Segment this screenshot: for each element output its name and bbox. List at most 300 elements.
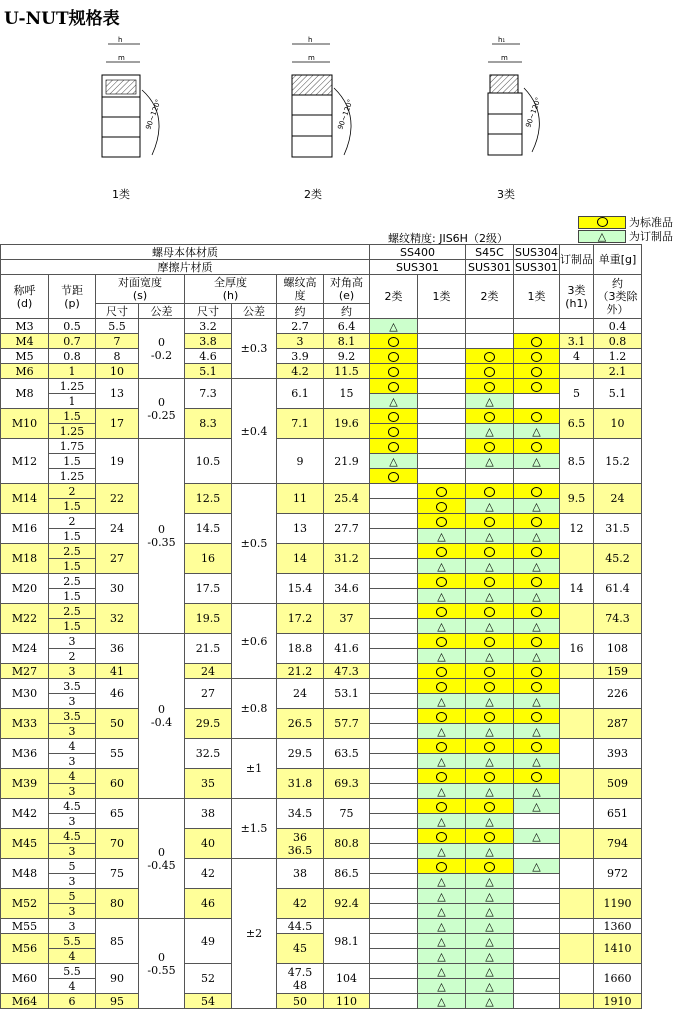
thread-precision: 螺纹精度: JIS6H（2级） <box>388 232 508 245</box>
circle-icon <box>531 607 542 617</box>
circle-icon <box>436 637 447 647</box>
cell-thickness-tolerance: ±1.5 <box>232 799 277 859</box>
cell-designation: M56 <box>1 934 49 964</box>
cell-availability <box>514 829 560 844</box>
cell-availability <box>370 394 418 409</box>
cell-type3-h1: 6.5 <box>560 409 594 439</box>
svg-text:h₁: h₁ <box>498 36 506 44</box>
cell-corner-height: 15 <box>324 379 370 409</box>
cell-thickness-size: 49 <box>185 919 232 964</box>
header-approx: 约 <box>277 304 324 319</box>
cell-availability <box>514 904 560 919</box>
cell-corner-height: 57.7 <box>324 709 370 739</box>
cell-availability <box>466 409 514 424</box>
cell-pitch: 1.5 <box>49 559 96 574</box>
cell-pitch: 1.25 <box>49 379 96 394</box>
cell-width-tolerance: 0 -0.55 <box>139 919 185 1009</box>
triangle-icon: △ <box>532 694 541 708</box>
cell-availability <box>418 544 466 559</box>
cell-availability <box>370 439 418 454</box>
cell-availability <box>370 994 418 1009</box>
triangle-icon: △ <box>437 559 446 573</box>
cell-availability <box>418 994 466 1009</box>
cell-availability <box>418 844 466 859</box>
triangle-icon: △ <box>532 784 541 798</box>
cell-designation: M64 <box>1 994 49 1009</box>
cell-width-size: 7 <box>96 334 139 349</box>
cell-pitch: 6 <box>49 994 96 1009</box>
cell-availability <box>370 664 418 679</box>
cell-pitch: 2 <box>49 649 96 664</box>
cell-pitch: 2.5 <box>49 604 96 619</box>
cell-width-size: 30 <box>96 574 139 604</box>
cell-type3-h1: 12 <box>560 514 594 544</box>
cell-thread-height: 24 <box>277 679 324 709</box>
cell-availability <box>370 859 418 874</box>
table-row <box>1 739 642 754</box>
header-body-material: 螺母本体材质 <box>1 245 370 260</box>
cell-availability <box>466 754 514 769</box>
cell-pitch: 2 <box>49 484 96 499</box>
cell-availability <box>466 724 514 739</box>
circle-icon <box>436 502 447 512</box>
header-weight-note: 约 （3类除 外） <box>594 275 642 319</box>
table-row <box>1 319 642 334</box>
triangle-icon: △ <box>485 904 494 918</box>
cell-type3-h1 <box>560 889 594 919</box>
cell-weight: 31.5 <box>594 514 642 544</box>
circle-icon <box>436 832 447 842</box>
header-thread-height: 螺纹高 度 <box>277 275 324 304</box>
cell-pitch: 5.5 <box>49 964 96 979</box>
cell-availability <box>418 889 466 904</box>
cell-designation: M36 <box>1 739 49 769</box>
cell-availability <box>418 469 466 484</box>
cell-weight: 226 <box>594 679 642 709</box>
cell-width-tolerance: 0 -0.25 <box>139 379 185 439</box>
cell-availability <box>514 364 560 379</box>
cell-availability <box>466 814 514 829</box>
circle-icon <box>388 367 399 377</box>
cell-availability <box>466 559 514 574</box>
cell-availability <box>514 514 560 529</box>
cell-availability <box>370 619 418 634</box>
triangle-icon: △ <box>485 559 494 573</box>
cell-pitch: 3 <box>49 919 96 934</box>
cell-availability <box>466 679 514 694</box>
cell-thread-height: 21.2 <box>277 664 324 679</box>
circle-icon <box>531 487 542 497</box>
triangle-icon: △ <box>485 424 494 438</box>
cell-availability <box>370 829 418 844</box>
cell-availability <box>466 424 514 439</box>
cell-availability <box>418 319 466 334</box>
table-row <box>1 379 642 394</box>
legend <box>578 215 673 243</box>
circle-icon <box>531 442 542 452</box>
cell-availability <box>370 814 418 829</box>
header-sus301: SUS301 <box>466 260 514 275</box>
cell-designation: M52 <box>1 889 49 919</box>
cell-availability <box>514 694 560 709</box>
cell-availability <box>514 469 560 484</box>
circle-icon <box>531 577 542 587</box>
cell-availability <box>514 349 560 364</box>
cell-availability <box>370 694 418 709</box>
cell-thread-height: 17.2 <box>277 604 324 634</box>
cell-thickness-size: 24 <box>185 664 232 679</box>
cell-availability <box>370 544 418 559</box>
cell-availability <box>418 619 466 634</box>
table-row <box>1 514 642 529</box>
cell-corner-height: 92.4 <box>324 889 370 919</box>
cell-availability <box>466 784 514 799</box>
cell-availability <box>514 604 560 619</box>
cell-availability <box>514 484 560 499</box>
cell-availability <box>370 634 418 649</box>
cell-availability <box>418 334 466 349</box>
cell-weight: 287 <box>594 709 642 739</box>
cell-availability <box>418 409 466 424</box>
circle-icon <box>484 637 495 647</box>
circle-icon <box>484 547 495 557</box>
cell-width-size: 41 <box>96 664 139 679</box>
cell-pitch: 1.5 <box>49 529 96 544</box>
cell-designation: M5 <box>1 349 49 364</box>
cell-corner-height: 86.5 <box>324 859 370 889</box>
triangle-icon: △ <box>437 904 446 918</box>
cell-availability <box>370 934 418 949</box>
cell-corner-height: 63.5 <box>324 739 370 769</box>
cell-corner-height: 19.6 <box>324 409 370 439</box>
triangle-icon: △ <box>532 754 541 768</box>
triangle-icon: △ <box>437 649 446 663</box>
cell-designation: M45 <box>1 829 49 859</box>
cell-availability <box>514 769 560 784</box>
cell-width-size: 85 <box>96 919 139 964</box>
cell-availability <box>514 949 560 964</box>
cell-availability <box>418 709 466 724</box>
svg-text:h: h <box>308 36 313 44</box>
cell-width-size: 90 <box>96 964 139 994</box>
triangle-icon: △ <box>437 994 446 1008</box>
diagram-caption-type2: 2类 <box>304 188 322 201</box>
cell-thread-height: 34.5 <box>277 799 324 829</box>
header-custom: 订制品 <box>560 245 594 275</box>
cell-availability <box>370 574 418 589</box>
header-type2: 2类 <box>370 275 418 319</box>
cell-thickness-size: 4.6 <box>185 349 232 364</box>
cell-availability <box>466 319 514 334</box>
cell-availability <box>418 439 466 454</box>
cell-width-size: 55 <box>96 739 139 769</box>
cell-availability <box>418 739 466 754</box>
triangle-icon: △ <box>532 424 541 438</box>
cell-availability <box>418 979 466 994</box>
cell-availability <box>418 769 466 784</box>
cell-thread-height: 44.5 <box>277 919 324 934</box>
cell-pitch: 5.5 <box>49 934 96 949</box>
circle-icon <box>388 472 399 482</box>
cell-availability <box>466 799 514 814</box>
cell-designation: M42 <box>1 799 49 829</box>
circle-icon <box>436 607 447 617</box>
cell-availability <box>466 379 514 394</box>
circle-icon <box>484 772 495 782</box>
cell-type3-h1 <box>560 769 594 799</box>
cell-availability <box>418 484 466 499</box>
cell-pitch: 3 <box>49 664 96 679</box>
cell-designation: M24 <box>1 634 49 664</box>
cell-availability <box>466 469 514 484</box>
cell-availability <box>418 514 466 529</box>
cell-pitch: 3 <box>49 844 96 859</box>
cell-thread-height: 18.8 <box>277 634 324 664</box>
cell-availability <box>418 589 466 604</box>
circle-icon <box>484 517 495 527</box>
circle-icon <box>484 442 495 452</box>
cell-availability <box>514 334 560 349</box>
cell-availability <box>514 799 560 814</box>
circle-icon <box>484 802 495 812</box>
cell-thread-height: 31.8 <box>277 769 324 799</box>
cell-width-size: 60 <box>96 769 139 799</box>
diagram-caption-type1: 1类 <box>112 188 130 201</box>
cell-thickness-tolerance: ±1 <box>232 739 277 799</box>
cell-corner-height: 6.4 <box>324 319 370 334</box>
nut-diagram-type3 <box>488 36 543 155</box>
cell-pitch: 3.5 <box>49 709 96 724</box>
cell-designation: M55 <box>1 919 49 934</box>
cell-designation: M14 <box>1 484 49 514</box>
cell-availability <box>514 919 560 934</box>
dim-m-label: m <box>118 54 125 62</box>
circle-icon <box>388 382 399 392</box>
cell-corner-height: 31.2 <box>324 544 370 574</box>
cell-type3-h1 <box>560 859 594 889</box>
cell-weight: 74.3 <box>594 604 642 634</box>
cell-width-size: 65 <box>96 799 139 829</box>
cell-corner-height: 47.3 <box>324 664 370 679</box>
cell-type3-h1 <box>560 709 594 739</box>
triangle-icon: △ <box>485 964 494 978</box>
cell-availability <box>418 784 466 799</box>
cell-width-tolerance: 0 -0.4 <box>139 634 185 799</box>
cell-availability <box>370 604 418 619</box>
cell-thickness-tolerance: ±0.5 <box>232 484 277 604</box>
svg-text:m: m <box>501 54 508 62</box>
cell-availability <box>514 814 560 829</box>
triangle-icon: △ <box>485 724 494 738</box>
cell-corner-height: 21.9 <box>324 439 370 484</box>
cell-width-size: 46 <box>96 679 139 709</box>
cell-designation: M39 <box>1 769 49 799</box>
cell-availability <box>418 949 466 964</box>
cell-pitch: 1.5 <box>49 409 96 424</box>
cell-availability <box>514 574 560 589</box>
table-row <box>1 439 642 454</box>
cell-corner-height: 27.7 <box>324 514 370 544</box>
circle-icon <box>436 712 447 722</box>
cell-corner-height: 25.4 <box>324 484 370 514</box>
cell-availability <box>418 964 466 979</box>
cell-thread-height: 3.9 <box>277 349 324 364</box>
header-type1: 1类 <box>418 275 466 319</box>
cell-thickness-size: 7.3 <box>185 379 232 409</box>
circle-icon <box>484 367 495 377</box>
cell-availability <box>418 574 466 589</box>
cell-availability <box>466 454 514 469</box>
cell-pitch: 3 <box>49 904 96 919</box>
triangle-icon: △ <box>437 589 446 603</box>
cell-type3-h1: 4 <box>560 349 594 364</box>
cell-weight: 5.1 <box>594 379 642 409</box>
cell-availability <box>418 829 466 844</box>
cell-availability <box>418 499 466 514</box>
circle-icon <box>484 412 495 422</box>
diagram-caption-type3: 3类 <box>497 188 515 201</box>
circle-icon <box>436 682 447 692</box>
cell-availability <box>514 994 560 1009</box>
cell-thread-height: 15.4 <box>277 574 324 604</box>
table-row <box>1 769 642 784</box>
cell-type3-h1 <box>560 829 594 859</box>
cell-weight: 2.1 <box>594 364 642 379</box>
cell-width-size: 36 <box>96 634 139 664</box>
cell-availability <box>514 454 560 469</box>
cell-availability <box>418 859 466 874</box>
cell-corner-height: 75 <box>324 799 370 829</box>
cell-corner-height: 69.3 <box>324 769 370 799</box>
triangle-icon: △ <box>437 979 446 993</box>
cell-pitch: 0.8 <box>49 349 96 364</box>
cell-availability <box>370 529 418 544</box>
triangle-icon: △ <box>532 559 541 573</box>
cell-weight: 24 <box>594 484 642 514</box>
cell-width-tolerance: 0 -0.2 <box>139 319 185 379</box>
cell-availability <box>418 529 466 544</box>
cell-availability <box>418 364 466 379</box>
cell-thickness-size: 17.5 <box>185 574 232 604</box>
cell-availability <box>370 874 418 889</box>
table-row <box>1 829 642 844</box>
cell-availability <box>418 664 466 679</box>
cell-pitch: 3 <box>49 694 96 709</box>
cell-weight: 1910 <box>594 994 642 1009</box>
header-width-across: 对面宽度 (s) <box>96 275 185 304</box>
cell-thread-height: 26.5 <box>277 709 324 739</box>
cell-availability <box>370 949 418 964</box>
cell-availability <box>466 994 514 1009</box>
circle-icon <box>484 832 495 842</box>
cell-availability <box>514 754 560 769</box>
cell-availability <box>514 589 560 604</box>
cell-pitch: 4.5 <box>49 799 96 814</box>
cell-thickness-tolerance: ±0.8 <box>232 679 277 739</box>
cell-thickness-size: 10.5 <box>185 439 232 484</box>
cell-thickness-size: 27 <box>185 679 232 709</box>
dim-h-label: h <box>118 36 123 44</box>
header-sus301: SUS301 <box>514 260 558 274</box>
cell-corner-height: 104 <box>324 964 370 994</box>
cell-pitch: 1.75 <box>49 439 96 454</box>
triangle-icon: △ <box>532 619 541 633</box>
cell-availability <box>466 874 514 889</box>
table-row <box>1 679 642 694</box>
legend-standard <box>578 215 673 229</box>
cell-designation: M18 <box>1 544 49 574</box>
cell-availability <box>370 784 418 799</box>
cell-width-size: 32 <box>96 604 139 634</box>
cell-availability <box>418 724 466 739</box>
cell-pitch: 1.5 <box>49 619 96 634</box>
circle-icon <box>436 487 447 497</box>
cell-designation: M30 <box>1 679 49 709</box>
triangle-icon: △ <box>485 994 494 1008</box>
header-type3: 3类 (h1) <box>560 275 594 319</box>
cell-corner-height: 11.5 <box>324 364 370 379</box>
cell-availability <box>514 394 560 409</box>
circle-icon <box>531 637 542 647</box>
circle-icon <box>484 487 495 497</box>
triangle-icon: △ <box>485 874 494 888</box>
legend-custom <box>578 229 673 243</box>
circle-icon <box>531 682 542 692</box>
cell-availability <box>514 619 560 634</box>
cell-weight: 10 <box>594 409 642 439</box>
cell-availability <box>370 919 418 934</box>
cell-availability <box>370 409 418 424</box>
cell-thread-height: 9 <box>277 439 324 484</box>
header-pitch: 节距 (p) <box>49 275 96 319</box>
table-row <box>1 994 642 1009</box>
cell-pitch: 2.5 <box>49 574 96 589</box>
triangle-icon: △ <box>437 694 446 708</box>
triangle-icon: △ <box>485 394 494 408</box>
circle-icon <box>531 352 542 362</box>
triangle-icon: △ <box>389 454 398 468</box>
cell-availability <box>418 604 466 619</box>
header-friction-material: 摩擦片材质 <box>1 260 370 275</box>
cell-availability <box>466 604 514 619</box>
cell-availability <box>418 649 466 664</box>
cell-weight: 45.2 <box>594 544 642 574</box>
cell-designation: M48 <box>1 859 49 889</box>
cell-type3-h1 <box>560 964 594 994</box>
cell-thread-height: 3 <box>277 334 324 349</box>
cell-availability <box>370 904 418 919</box>
nut-drawings <box>0 30 692 215</box>
circle-icon <box>484 607 495 617</box>
cell-thickness-size: 54 <box>185 994 232 1009</box>
cell-weight: 393 <box>594 739 642 769</box>
cell-designation: M22 <box>1 604 49 634</box>
triangle-icon: △ <box>532 859 541 873</box>
table-row <box>1 334 642 349</box>
cell-type3-h1 <box>560 994 594 1009</box>
triangle-icon: △ <box>532 589 541 603</box>
cell-type3-h1: 5 <box>560 379 594 409</box>
cell-type3-h1 <box>560 664 594 679</box>
cell-pitch: 0.5 <box>49 319 96 334</box>
cell-availability <box>370 724 418 739</box>
cell-availability <box>466 889 514 904</box>
circle-icon <box>436 547 447 557</box>
cell-width-size: 8 <box>96 349 139 364</box>
cell-weight: 651 <box>594 799 642 829</box>
circle-icon <box>436 772 447 782</box>
cell-designation: M3 <box>1 319 49 334</box>
